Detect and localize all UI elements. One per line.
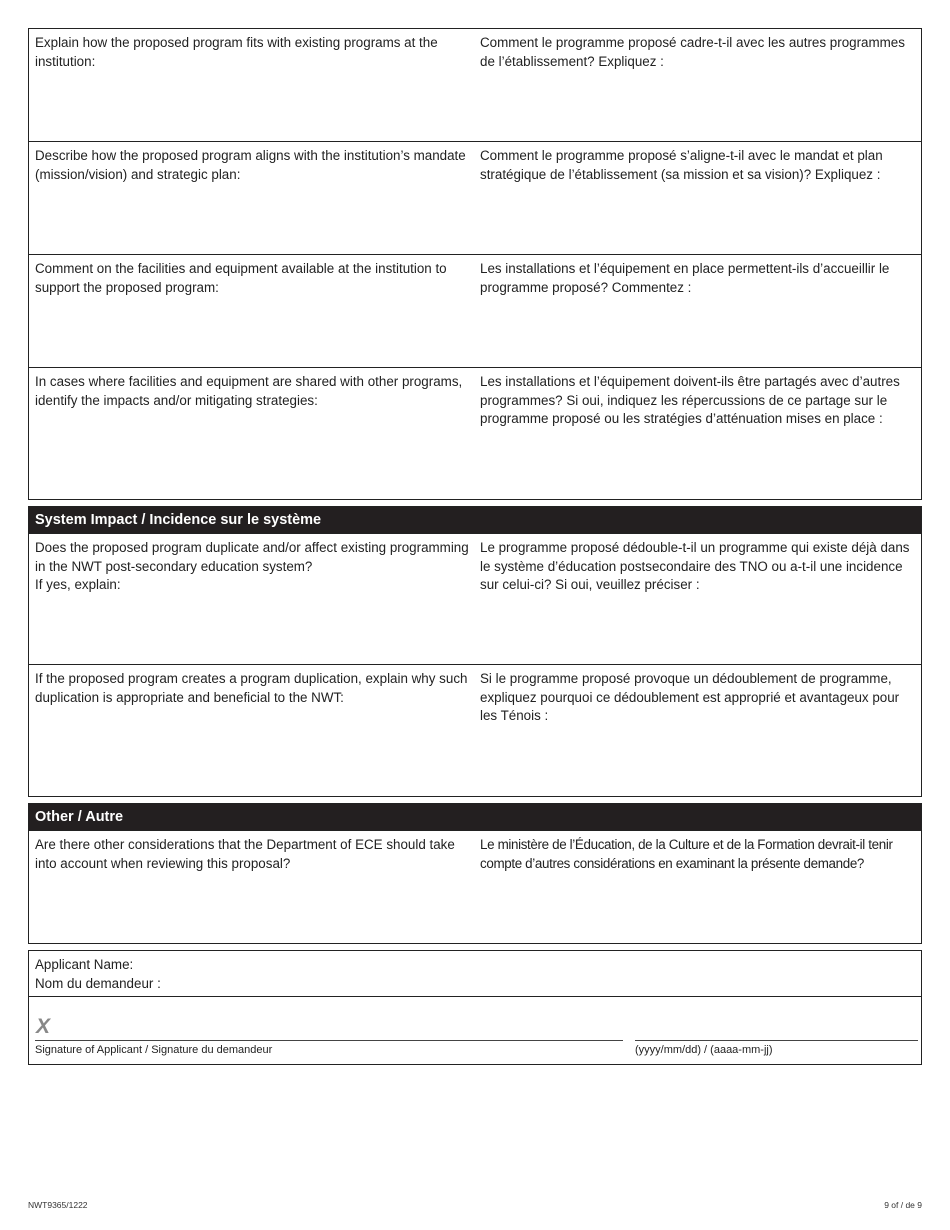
- applicant-name-label-fr: Nom du demandeur :: [35, 975, 161, 991]
- question-fr: Comment le programme proposé cadre-t-il avec les autres programmes de l’établissement? Expliquez :: [480, 35, 905, 69]
- question-en: If the proposed program creates a program duplication, explain why such duplication is appropriate and beneficial to the NWT:: [35, 671, 468, 705]
- institution-section: [28, 28, 922, 500]
- other-section: [28, 803, 922, 944]
- question-en: [29, 534, 475, 664]
- page-number: 9 of / de 9: [884, 1200, 922, 1210]
- question-row[interactable]: [29, 142, 921, 255]
- question-fr: Le ministère de l’Éducation, de la Culture et de la Formation devrait-il tenir compte d’autres considérations en examinant la présente demande?: [480, 837, 893, 871]
- question-en: Comment on the facilities and equipment available at the institution to support the proposed program:: [35, 261, 447, 295]
- question-fr: Si le programme proposé provoque un dédoublement de programme, expliquez pourquoi ce dédoublement est approprié et avantageux pour les Ténois :: [480, 671, 900, 723]
- applicant-section: [28, 950, 922, 1065]
- signature-line[interactable]: [35, 1040, 623, 1041]
- question-en: Describe how the proposed program aligns with the institution’s mandate (mission/vision) and strategic plan:: [35, 148, 466, 182]
- question-en: Explain how the proposed program fits with existing programs at the institution:: [35, 35, 438, 69]
- question-fr: Les installations et l’équipement doivent-ils être partagés avec d’autres programmes? Si oui, indiquez les répercussions de ce partage sur le programme proposé ou les stratégies d’atténuation mises en place :: [480, 374, 900, 426]
- question-fr: Le programme proposé dédouble-t-il un programme qui existe déjà dans le système d’éducation postsecondaire des TNO ou a-t-il une incidence sur celui-ci? Si oui, veuillez préciser :: [480, 540, 910, 592]
- question-row[interactable]: [29, 29, 921, 142]
- question-fr: Les installations et l’équipement en place permettent-ils d’accueillir le programme proposé? Commentez :: [480, 261, 890, 295]
- question-row[interactable]: [29, 665, 921, 796]
- applicant-name-field[interactable]: [29, 951, 921, 997]
- signature-label: Signature of Applicant / Signature du demandeur: [35, 1044, 273, 1056]
- signature-row: [29, 997, 921, 1064]
- system-impact-section: [28, 506, 922, 797]
- date-label: (yyyy/mm/dd) / (aaaa-mm-jj): [635, 1044, 773, 1056]
- question-row[interactable]: [29, 368, 921, 499]
- question-fr: Comment le programme proposé s’aligne-t-il avec le mandat et plan stratégique de l’établissement (sa mission et sa vision)? Expliquez :: [480, 148, 883, 182]
- question-en: Are there other considerations that the Department of ECE should take into account when reviewing this proposal?: [35, 837, 455, 871]
- question-row[interactable]: [29, 534, 921, 665]
- section-header: Other / Autre: [29, 804, 921, 831]
- date-line[interactable]: [635, 1040, 918, 1041]
- signature-x-icon: X: [36, 1015, 51, 1038]
- question-en-line: Does the proposed program duplicate and/or affect existing programming in the NWT post-secondary education system?: [35, 540, 469, 574]
- question-en-line: If yes, explain:: [35, 577, 121, 592]
- question-row[interactable]: [29, 255, 921, 368]
- question-row[interactable]: [29, 831, 921, 943]
- section-header: System Impact / Incidence sur le système: [29, 507, 921, 534]
- form-code: NWT9365/1222: [28, 1200, 88, 1210]
- applicant-name-label-en: Applicant Name:: [35, 957, 134, 972]
- question-en: In cases where facilities and equipment are shared with other programs, identify the impacts and/or mitigating strategies:: [35, 374, 463, 408]
